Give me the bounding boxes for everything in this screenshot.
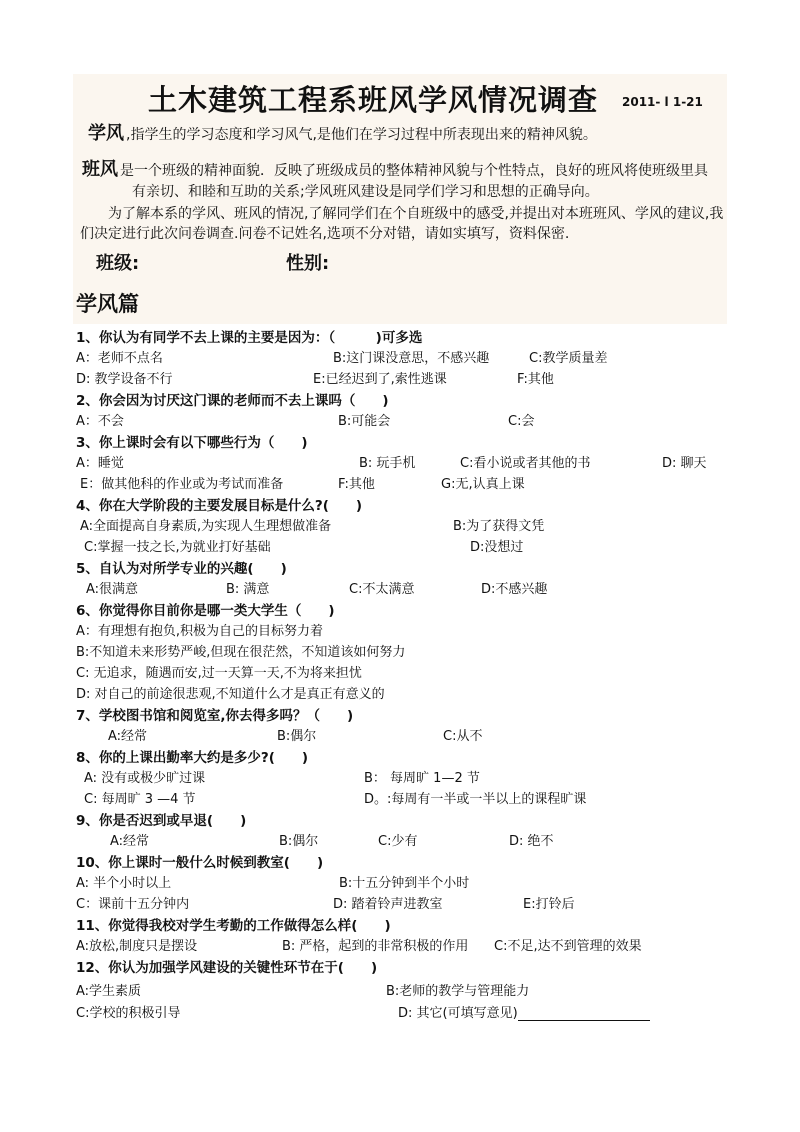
q3-option-e[interactable]: E：做其他科的作业或为考试而准备 — [80, 477, 284, 492]
q9-option-a[interactable]: A:经常 — [110, 834, 150, 849]
q8-option-c[interactable]: C: 每周旷 3 —4 节 — [84, 792, 196, 807]
question-10: 10、你上课时一般什么时候到教室( ) — [76, 855, 324, 871]
q8-option-d[interactable]: D。:每周有一半或一半以上的课程旷课 — [364, 792, 587, 807]
banfeng-term: 班风 — [82, 159, 118, 180]
xuefeng-definition — [88, 124, 597, 145]
q9-option-c[interactable]: C:少有 — [378, 834, 418, 849]
q2-option-a[interactable]: A：不会 — [76, 414, 124, 429]
q3-option-a[interactable]: A：睡觉 — [76, 456, 124, 471]
banfeng-definition-line1 — [82, 160, 708, 181]
purpose-line1: 为了解本系的学风、班风的情况,了解同学们在个自班级中的感受,并提出对本班班风、学风的建议,我 — [108, 206, 724, 222]
q1-option-d[interactable]: D: 教学设备不行 — [76, 372, 173, 387]
q7-option-a[interactable]: A:经常 — [108, 729, 148, 744]
q12-option-b[interactable]: B:老师的教学与管理能力 — [386, 984, 530, 999]
q11-option-b[interactable]: B: 严格，起到的非常积极的作用 — [282, 939, 469, 954]
banfeng-definition-line2: 有亲切、和睦和互助的关系;学风班风建设是同学们学习和思想的正确导向。 — [132, 184, 599, 200]
q2-option-c[interactable]: C:会 — [508, 414, 535, 429]
q3-option-g[interactable]: G:无,认真上课 — [441, 477, 525, 492]
survey-date: 2011- l 1-21 — [622, 95, 703, 109]
q12-option-c[interactable]: C:学校的积极引导 — [76, 1006, 181, 1021]
q10-option-d[interactable]: D: 踏着铃声进教室 — [333, 897, 443, 912]
q9-option-b[interactable]: B:偶尔 — [279, 834, 319, 849]
class-label: 班级: — [96, 253, 140, 274]
q7-option-b[interactable]: B:偶尔 — [277, 729, 317, 744]
q12-option-d-label: D: 其它(可填写意见) — [398, 1006, 518, 1021]
q3-option-c[interactable]: C:看小说或者其他的书 — [460, 456, 591, 471]
q12-write-in-blank[interactable] — [518, 1007, 650, 1021]
q11-option-c[interactable]: C:不足,达不到管理的效果 — [494, 939, 642, 954]
q1-option-a[interactable]: A：老师不点名 — [76, 351, 163, 366]
question-7: 7、学校图书馆和阅览室,你去得多吗？（ ) — [76, 708, 354, 724]
q1-option-e[interactable]: E:已经迟到了,索性逃课 — [313, 372, 447, 387]
q6-option-a[interactable]: A：有理想有抱负,积极为自己的目标努力着 — [76, 624, 324, 639]
xuefeng-term: 学风 — [88, 123, 124, 144]
q10-option-a[interactable]: A: 半个小时以上 — [76, 876, 172, 891]
q5-option-a[interactable]: A:很满意 — [86, 582, 139, 597]
q2-option-b[interactable]: B:可能会 — [338, 414, 391, 429]
question-4: 4、你在大学阶段的主要发展目标是什么?( ) — [76, 498, 363, 514]
question-3: 3、你上课时会有以下哪些行为（ ) — [76, 435, 308, 451]
banfeng-text-1: 是一个班级的精神面貌．反映了班级成员的整体精神风貌与个性特点，良好的班风将使班级里具 — [120, 163, 708, 179]
q11-option-a[interactable]: A:放松,制度只是摆设 — [76, 939, 198, 954]
question-9: 9、你是否迟到或早退( ) — [76, 813, 247, 829]
purpose-line2: 们决定进行此次问卷调查.问卷不记姓名,选项不分对错，请如实填写，资料保密. — [80, 226, 570, 242]
q1-option-f[interactable]: F:其他 — [517, 372, 554, 387]
question-6: 6、你觉得你目前你是哪一类大学生（ ) — [76, 603, 335, 619]
q9-option-d[interactable]: D: 绝不 — [509, 834, 554, 849]
q12-option-d — [398, 1002, 650, 1021]
q5-option-b[interactable]: B: 满意 — [226, 582, 270, 597]
q6-option-c[interactable]: C: 无追求，随遇而安,过一天算一天,不为将来担忧 — [76, 666, 362, 681]
question-1: 1、你认为有同学不去上课的主要是因为：（ )可多选 — [76, 330, 423, 346]
q4-option-d[interactable]: D:没想过 — [470, 540, 524, 555]
page-title: 土木建筑工程系班风学风情况调查 — [148, 83, 599, 117]
q10-option-c[interactable]: C：课前十五分钟内 — [76, 897, 190, 912]
q6-option-d[interactable]: D: 对自己的前途很悲观,不知道什么才是真正有意义的 — [76, 687, 385, 702]
q10-option-e[interactable]: E:打铃后 — [523, 897, 575, 912]
xuefeng-text: ,指学生的学习态度和学习风气,是他们在学习过程中所表现出来的精神风貌。 — [126, 127, 597, 143]
q3-option-d[interactable]: D: 聊天 — [662, 456, 707, 471]
q7-option-c[interactable]: C:从不 — [443, 729, 483, 744]
question-8: 8、你的上课出勤率大约是多少?( ) — [76, 750, 309, 766]
q3-option-b[interactable]: B: 玩手机 — [359, 456, 416, 471]
gender-label: 性别: — [286, 253, 330, 274]
q5-option-d[interactable]: D:不感兴趣 — [481, 582, 548, 597]
q12-option-a[interactable]: A:学生素质 — [76, 984, 142, 999]
q4-option-a[interactable]: A:全面提高自身素质,为实现人生理想做准备 — [80, 519, 332, 534]
q4-option-c[interactable]: C:掌握一技之长,为就业打好基础 — [84, 540, 271, 555]
question-5: 5、自认为对所学专业的兴趣( ) — [76, 561, 287, 577]
q5-option-c[interactable]: C:不太满意 — [349, 582, 415, 597]
q3-option-f[interactable]: F:其他 — [338, 477, 375, 492]
q4-option-b[interactable]: B:为了获得文凭 — [453, 519, 545, 534]
question-2: 2、你会因为讨厌这门课的老师而不去上课吗（ ) — [76, 393, 389, 409]
q1-option-b[interactable]: B:这门课没意思，不感兴趣 — [333, 351, 490, 366]
question-11: 11、你觉得我校对学生考勤的工作做得怎么样( ) — [76, 918, 391, 934]
q6-option-b[interactable]: B:不知道未来形势严峻,但现在很茫然，不知道该如何努力 — [76, 645, 406, 660]
q10-option-b[interactable]: B:十五分钟到半个小时 — [339, 876, 470, 891]
q1-option-c[interactable]: C:教学质量差 — [529, 351, 608, 366]
q8-option-b[interactable]: B： 每周旷 1—2 节 — [364, 771, 480, 786]
question-12: 12、你认为加强学风建设的关键性环节在于( ) — [76, 960, 378, 976]
section-title: 学风篇 — [76, 292, 139, 316]
q8-option-a[interactable]: A: 没有或极少旷过课 — [84, 771, 206, 786]
